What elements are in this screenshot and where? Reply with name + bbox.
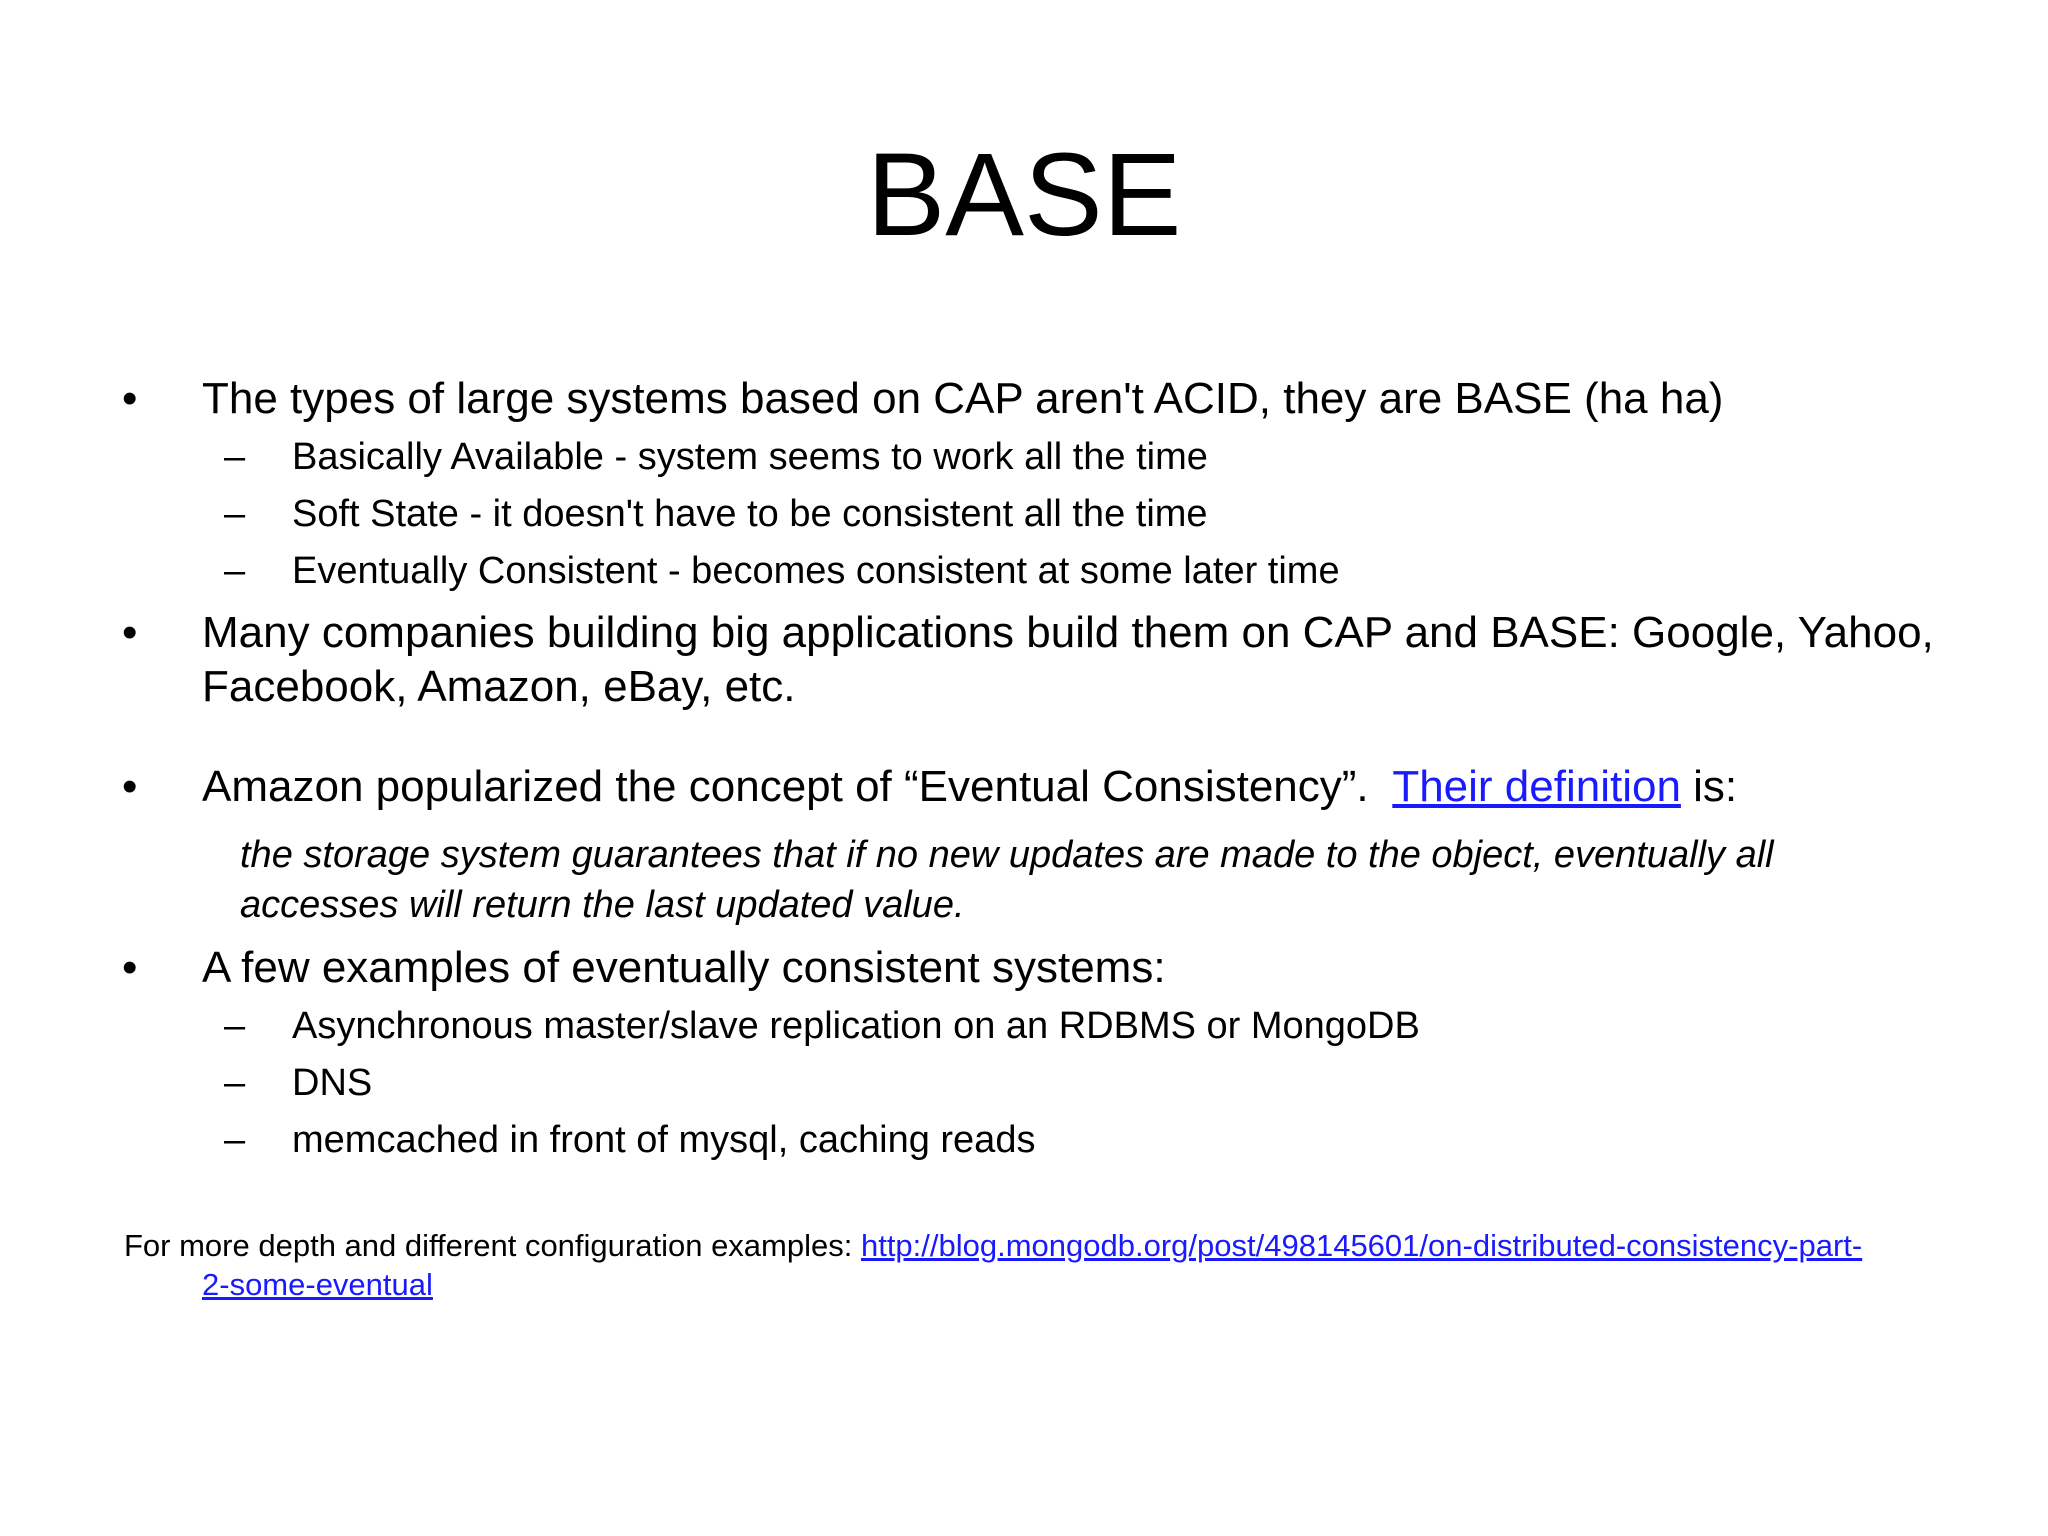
bullet-icon: •	[122, 608, 138, 657]
sub-item-text: Asynchronous master/slave replication on an RDBMS or MongoDB	[292, 1005, 1420, 1047]
dash-icon: –	[224, 1005, 246, 1047]
bullet-icon: •	[122, 374, 138, 423]
mongodb-blog-link-continued[interactable]: 2-some-eventual	[202, 1267, 433, 1302]
dash-icon: –	[224, 436, 246, 478]
dash-icon: –	[224, 550, 246, 592]
sub-item-text: memcached in front of mysql, caching reads	[292, 1119, 1036, 1161]
bullet-icon: •	[122, 943, 138, 992]
footer-prefix: For more depth and different configuration examples:	[124, 1228, 861, 1263]
bullet-icon: •	[122, 762, 138, 811]
sub-item-text: Soft State - it doesn't have to be consistent all the time	[292, 493, 1208, 535]
bullet-text: A few examples of eventually consistent systems:	[202, 943, 1166, 992]
footer-line-2	[202, 1265, 433, 1304]
slide-title: BASE	[866, 129, 1182, 261]
dash-icon: –	[224, 493, 246, 535]
definition-quote: the storage system guarantees that if no new updates are made to the object, eventually all accesses will return the last updated value.	[240, 834, 1774, 926]
bullet-text	[202, 760, 1962, 814]
bullet-text: Many companies building big applications build them on CAP and BASE: Google, Yahoo, Facebook, Amazon, eBay, etc.	[202, 608, 1934, 711]
their-definition-link[interactable]: Their definition	[1392, 762, 1681, 811]
sub-item-text: Eventually Consistent - becomes consistent at some later time	[292, 550, 1340, 592]
sub-item-text: Basically Available - system seems to work all the time	[292, 436, 1208, 478]
bullet-text: The types of large systems based on CAP aren't ACID, they are BASE (ha ha)	[202, 374, 1724, 423]
bullet-text-after-link: is:	[1680, 762, 1738, 811]
dash-icon: –	[224, 1119, 246, 1161]
dash-icon: –	[224, 1062, 246, 1104]
sub-item-text: DNS	[292, 1062, 373, 1104]
footer-line-1	[124, 1226, 1862, 1265]
mongodb-blog-link[interactable]: http://blog.mongodb.org/post/498145601/on-distributed-consistency-part-	[860, 1228, 1863, 1263]
bullet-text-before-link: Amazon popularized the concept of “Eventual Consistency”.	[202, 762, 1393, 811]
